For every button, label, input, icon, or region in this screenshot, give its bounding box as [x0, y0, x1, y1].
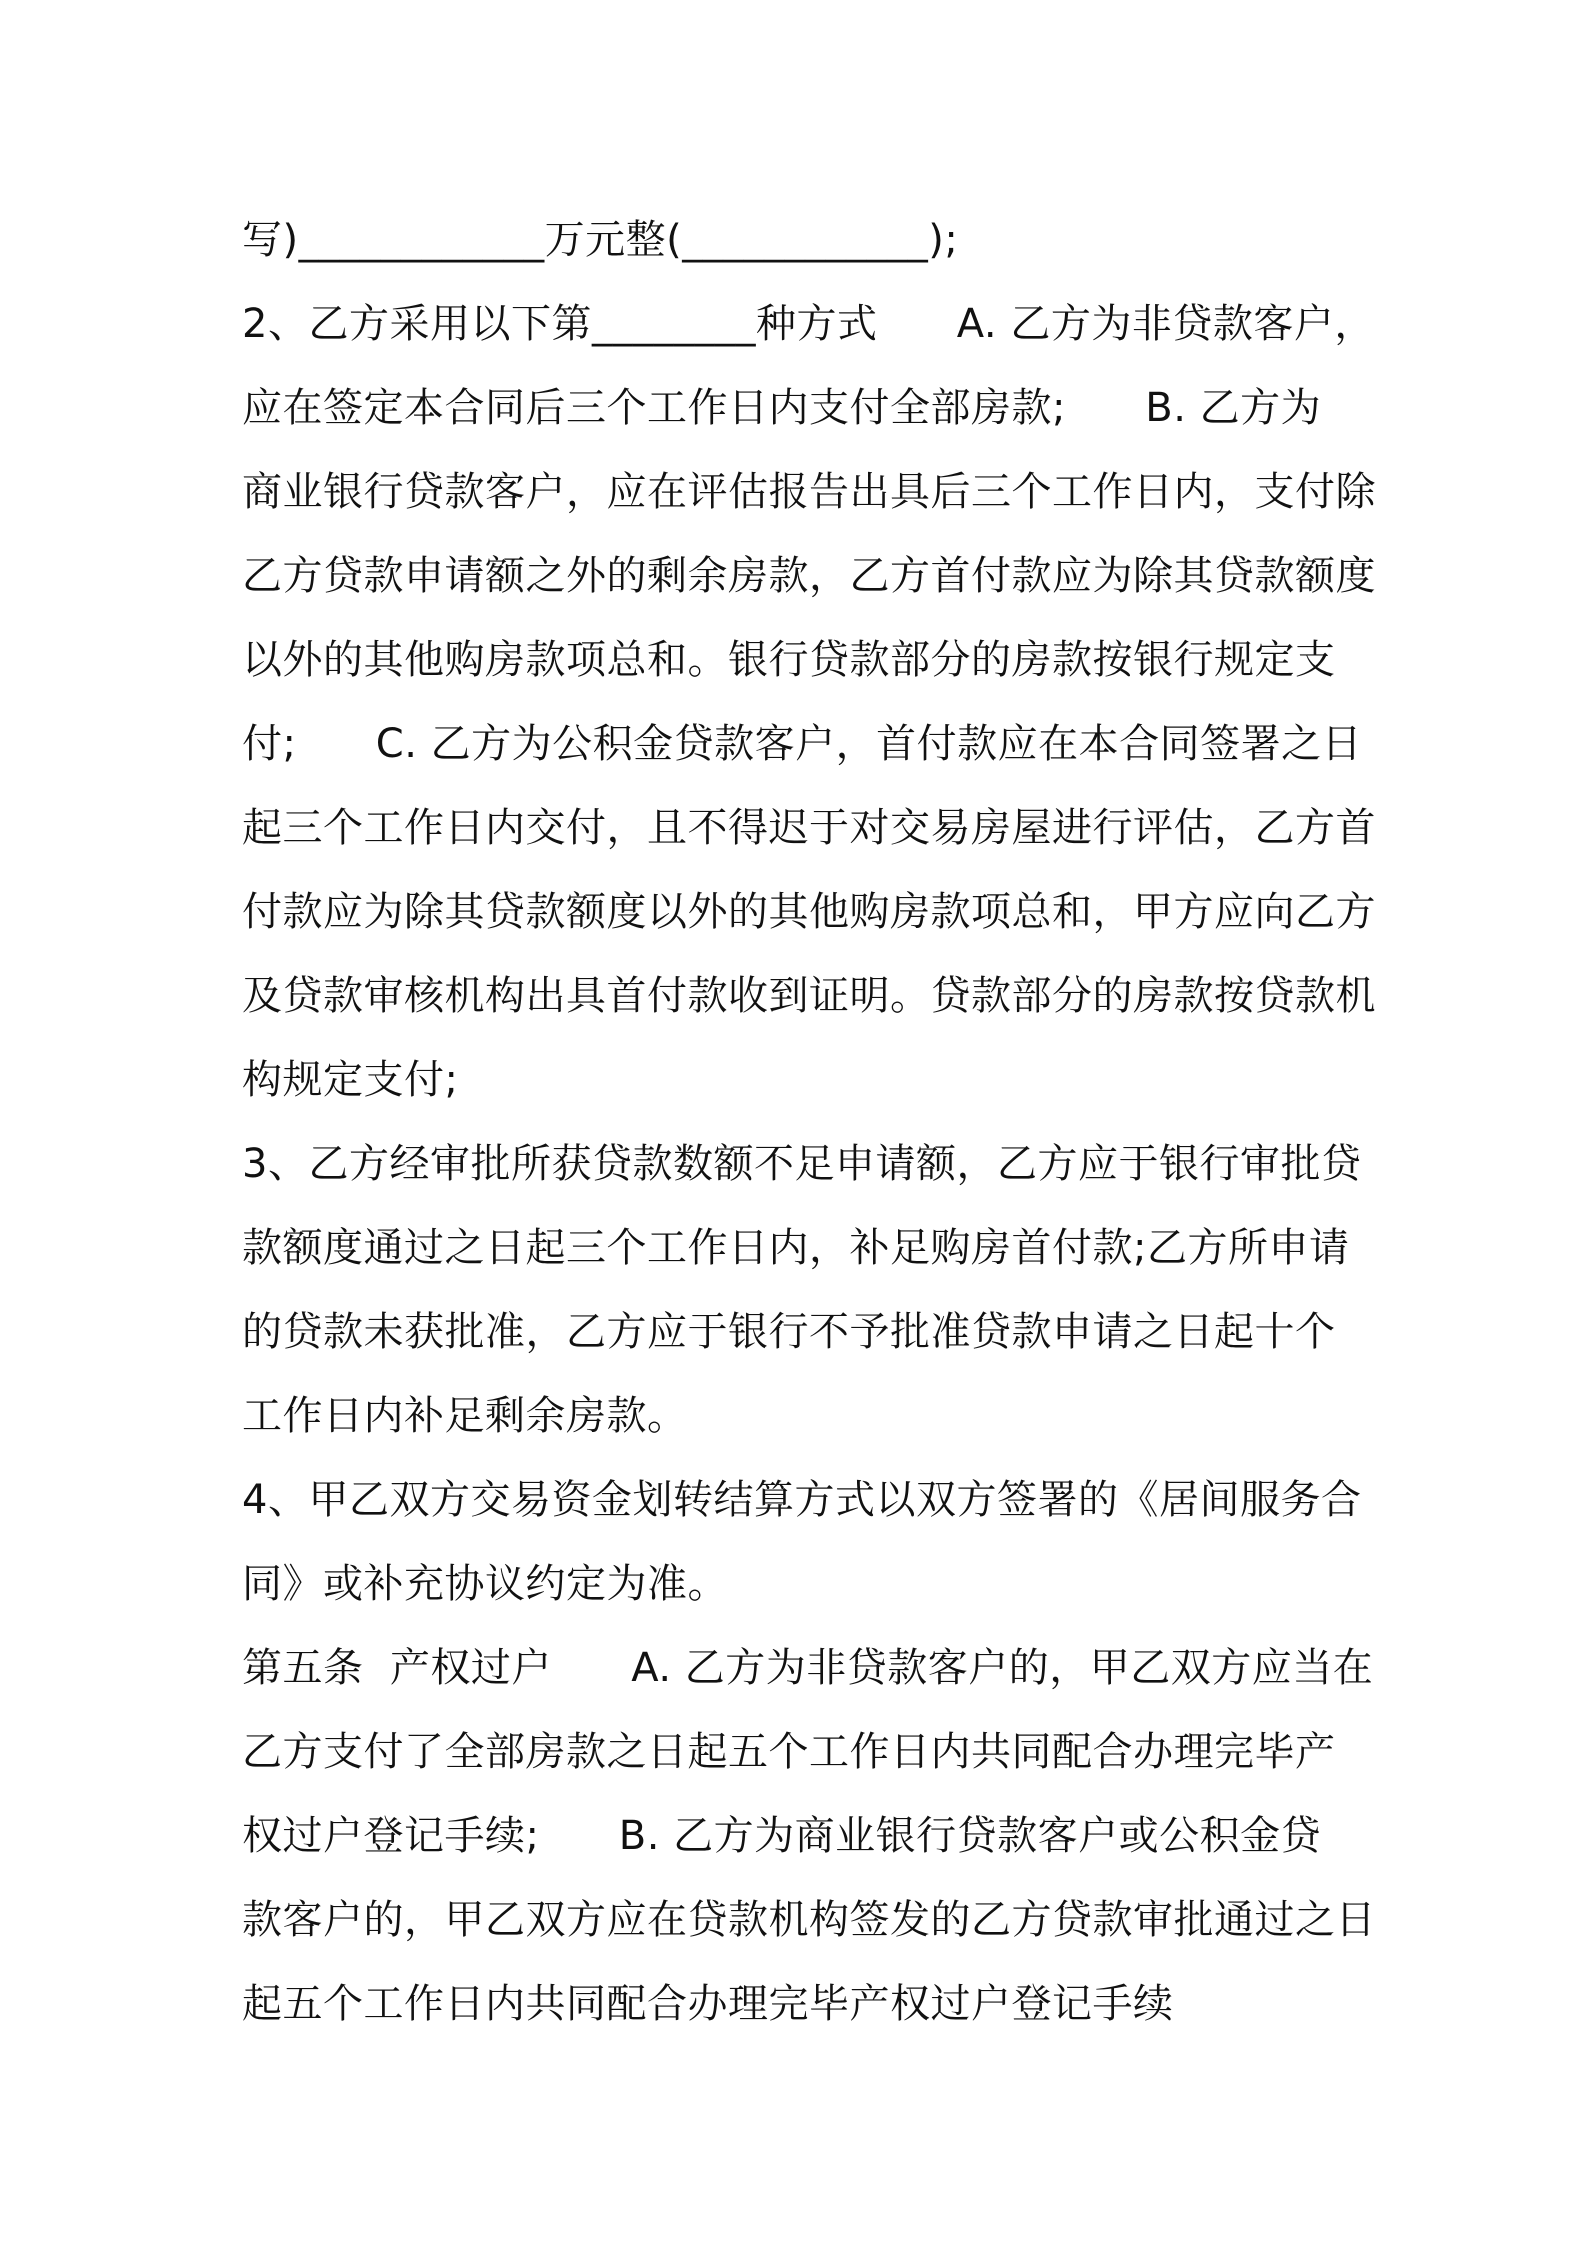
- text-line: 以外的其他购房款项总和。银行贷款部分的房款按银行规定支: [242, 637, 1336, 683]
- text-line: 乙方贷款申请额之外的剩余房款，乙方首付款应为除其贷款额度: [242, 553, 1376, 599]
- text-line: 同》或补充协议约定为准。: [242, 1561, 728, 1607]
- text-line: 写)____________万元整(____________);: [242, 217, 959, 263]
- text-line: 应在签定本合同后三个工作日内支付全部房款; B. 乙方为: [242, 385, 1322, 431]
- text-line: 及贷款审核机构出具首付款收到证明。贷款部分的房款按贷款机: [242, 973, 1376, 1019]
- text-line: 付款应为除其贷款额度以外的其他购房款项总和，甲方应向乙方: [242, 889, 1376, 935]
- text-line: 构规定支付;: [242, 1057, 459, 1103]
- text-line: 乙方支付了全部房款之日起五个工作日内共同配合办理完毕产: [242, 1729, 1336, 1775]
- text-line: 款额度通过之日起三个工作日内，补足购房首付款;乙方所申请: [242, 1225, 1350, 1271]
- text-line: 款客户的，甲乙双方应在贷款机构签发的乙方贷款审批通过之日: [242, 1897, 1376, 1943]
- text-line: 商业银行贷款客户，应在评估报告出具后三个工作日内，支付除: [242, 469, 1376, 515]
- text-line: 起五个工作日内共同配合办理完毕产权过户登记手续: [242, 1981, 1174, 2027]
- text-line: 4、甲乙双方交易资金划转结算方式以双方签署的《居间服务合: [242, 1477, 1362, 1523]
- text-line: 付; C. 乙方为公积金贷款客户，首付款应在本合同签署之日: [242, 721, 1363, 767]
- text-line: 起三个工作日内交付，且不得迟于对交易房屋进行评估，乙方首: [242, 805, 1376, 851]
- text-line: 的贷款未获批准，乙方应于银行不予批准贷款申请之日起十个: [242, 1309, 1336, 1355]
- text-line: 3、乙方经审批所获贷款数额不足申请额，乙方应于银行审批贷: [242, 1141, 1362, 1187]
- text-line: 工作日内补足剩余房款。: [242, 1393, 688, 1439]
- text-line: 2、乙方采用以下第________种方式 A. 乙方为非贷款客户，: [242, 301, 1375, 347]
- contract-text-body: [242, 198, 1376, 2046]
- text-line: 权过户登记手续; B. 乙方为商业银行贷款客户或公积金贷: [242, 1813, 1322, 1859]
- text-line: 第五条 产权过户 A. 乙方为非贷款客户的，甲乙双方应当在: [242, 1645, 1374, 1691]
